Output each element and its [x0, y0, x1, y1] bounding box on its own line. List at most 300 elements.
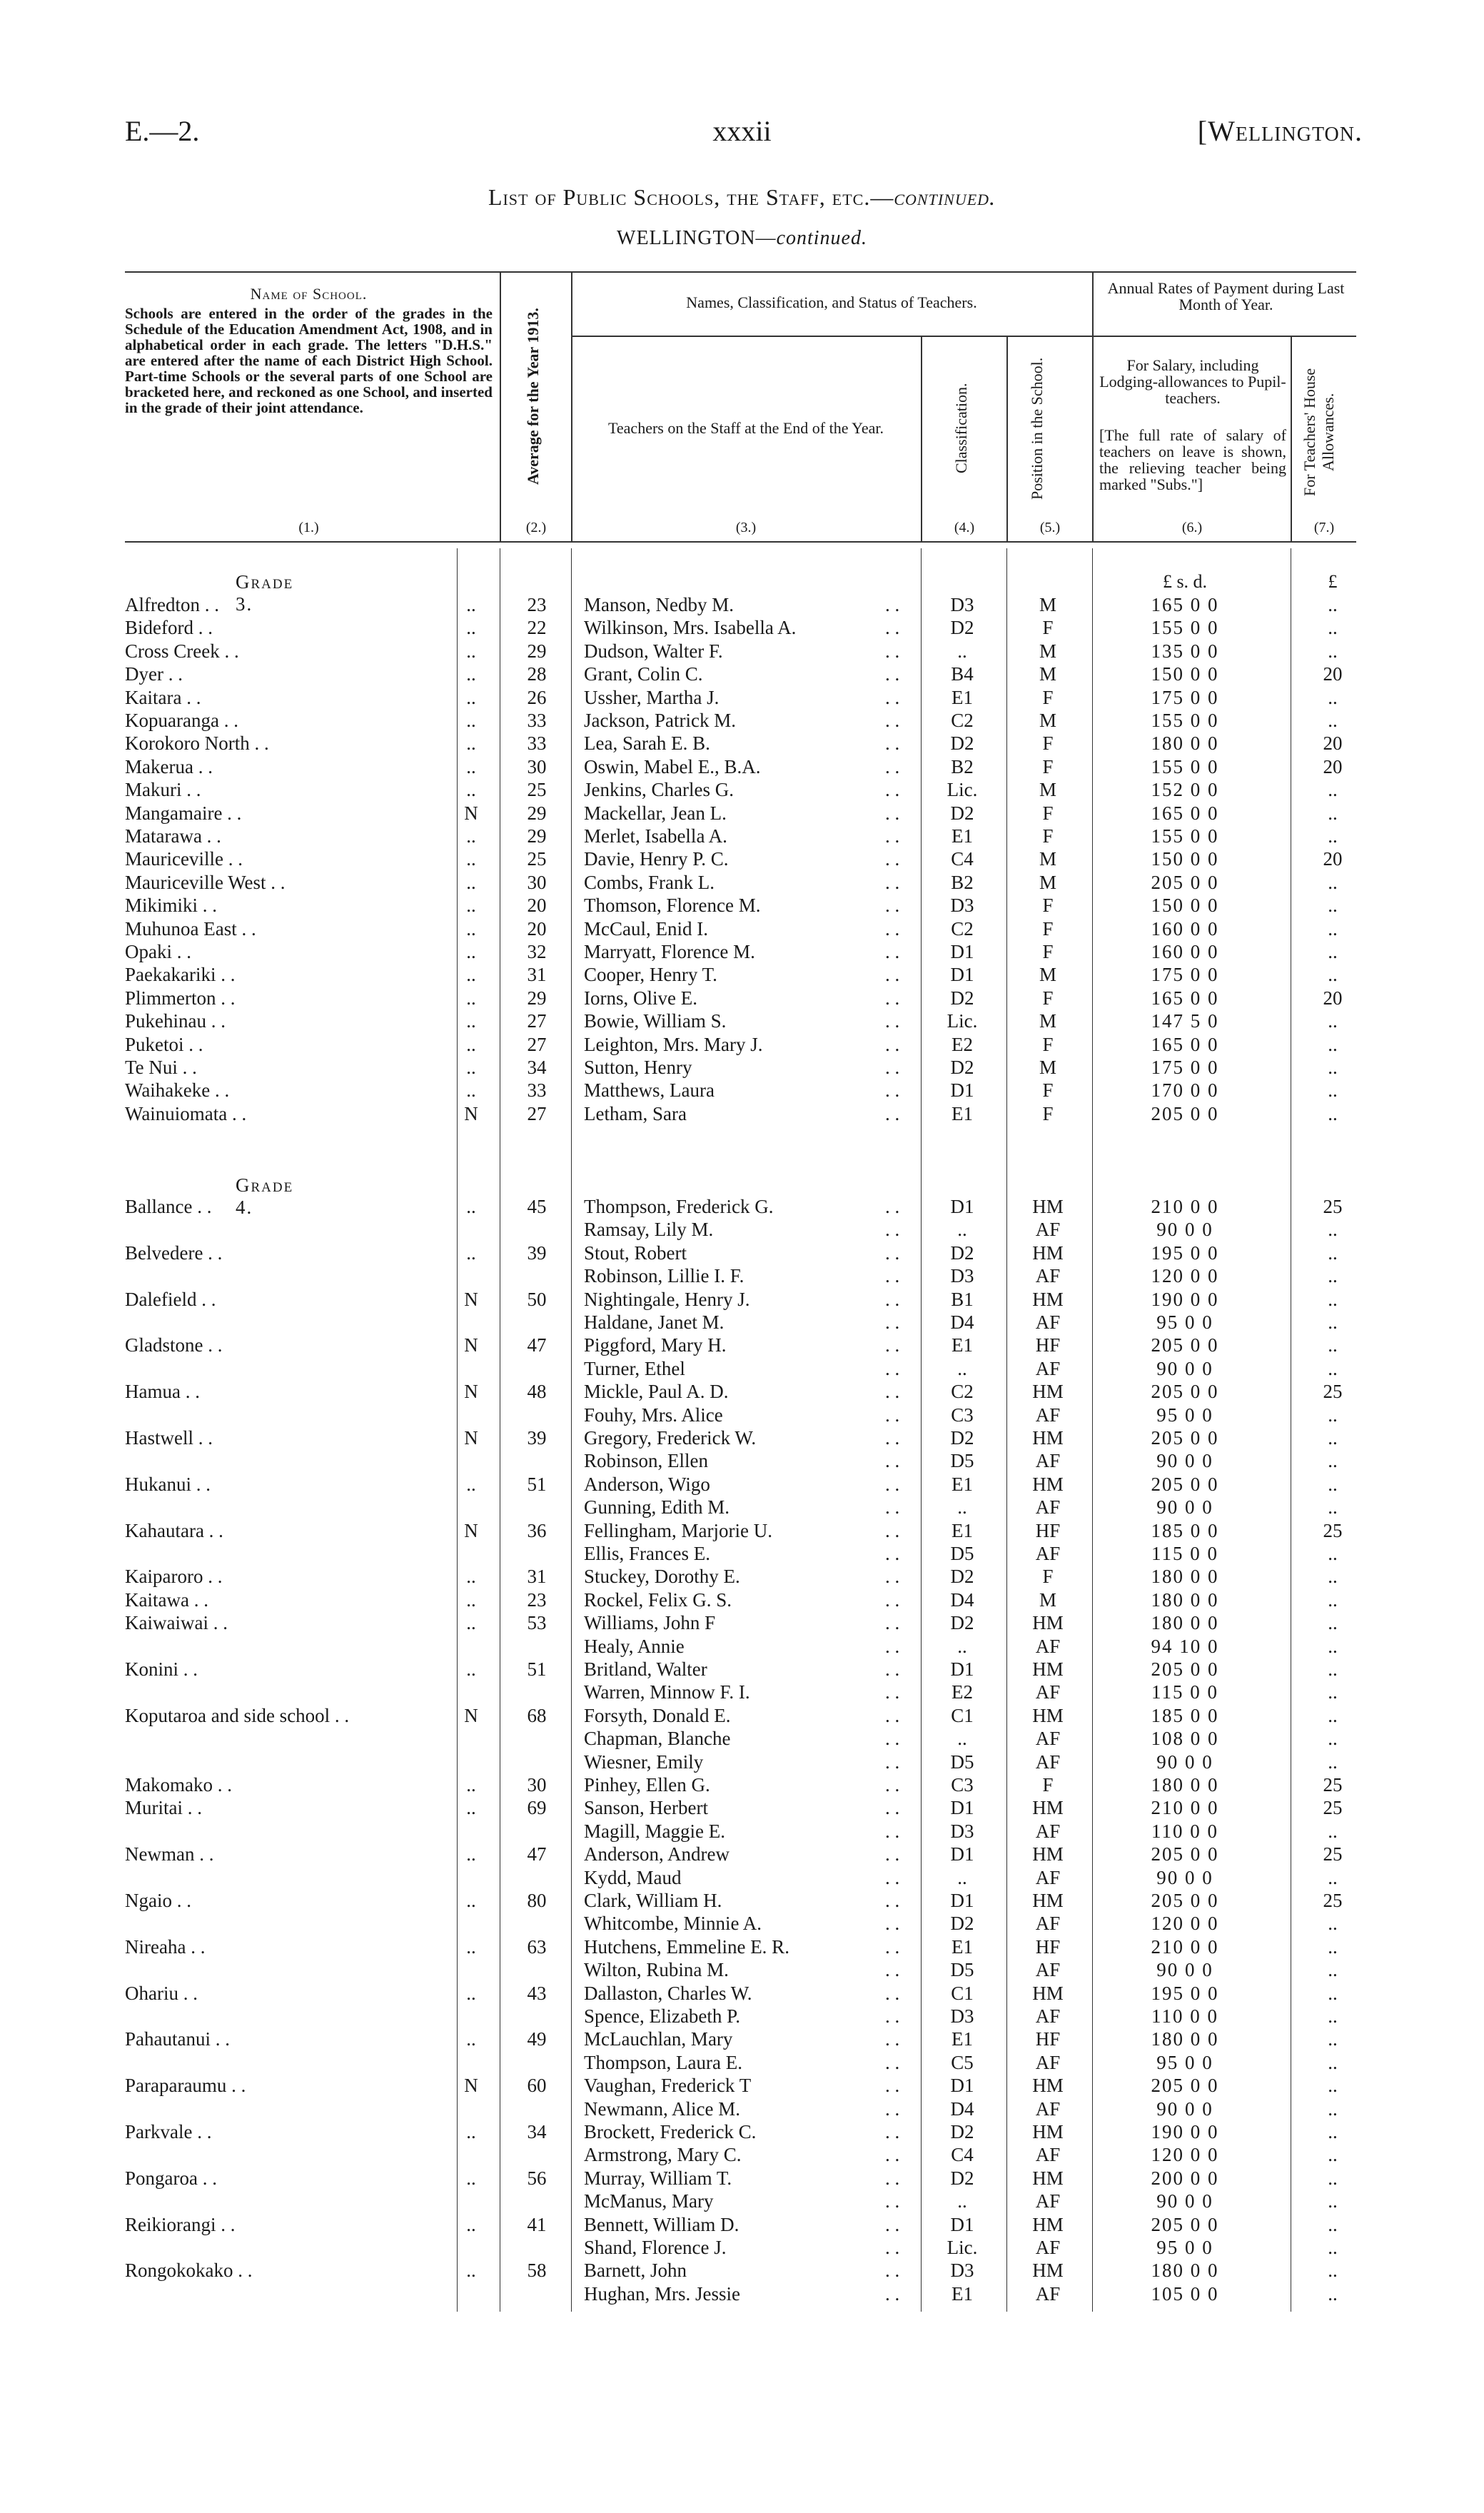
school-marker: .. [466, 2167, 476, 2189]
position: HM [1032, 1242, 1064, 1264]
house-allowance: 25 [1323, 1774, 1343, 1796]
classification: D1 [950, 2213, 974, 2235]
salary: 155 0 0 [1151, 755, 1219, 777]
table-row [0, 2098, 1484, 2121]
house-allowance: .. [1328, 2028, 1338, 2050]
school-marker: .. [466, 1242, 476, 1264]
col6-title: For Salary, including Lodging-allowances to Pupil-teachers. [1099, 356, 1286, 408]
teacher-name: Brockett, Frederick C. [584, 2121, 757, 2142]
classification: D3 [950, 2005, 974, 2027]
teacher-name: Wiesner, Emily [584, 1751, 704, 1773]
salary: 180 0 0 [1151, 1774, 1219, 1796]
position: HM [1032, 1196, 1064, 1217]
teacher-name: Nightingale, Henry J. [584, 1288, 750, 1310]
teacher-name: Wilkinson, Mrs. Isabella A. [584, 617, 797, 639]
position: AF [1035, 2097, 1061, 2120]
house-allowance: .. [1328, 1982, 1338, 2004]
leader-dots: . . [885, 825, 900, 847]
classification: D3 [950, 1265, 974, 1287]
position: F [1042, 1774, 1054, 1796]
average-attendance: 23 [527, 1588, 547, 1611]
table-row [0, 594, 1484, 617]
school-marker: .. [466, 594, 476, 615]
school-name: Mangamaire . . [125, 802, 242, 824]
school-marker: .. [466, 2260, 476, 2282]
house-allowance: .. [1328, 1866, 1338, 1888]
table-row [0, 1103, 1484, 1126]
leader-dots: . . [885, 1404, 900, 1426]
table-row [0, 640, 1484, 663]
teacher-name: Sanson, Herbert [584, 1797, 708, 1819]
average-attendance: 53 [527, 1612, 547, 1634]
salary: 155 0 0 [1151, 710, 1219, 731]
teacher-name: Wilton, Rubina M. [584, 1959, 729, 1981]
table-row [0, 2260, 1484, 2282]
school-marker: .. [466, 1057, 476, 1078]
position: HM [1032, 1473, 1064, 1495]
teacher-name: Shand, Florence J. [584, 2237, 727, 2258]
teacher-name: McCaul, Enid I. [584, 917, 708, 940]
leader-dots: . . [885, 1242, 900, 1264]
classification: C2 [951, 917, 974, 940]
average-attendance: 39 [527, 1427, 547, 1449]
salary: 95 0 0 [1156, 2051, 1213, 2073]
page-subtitle-continued: continued. [776, 227, 867, 249]
house-allowance: 25 [1323, 1843, 1343, 1865]
table-row [0, 1034, 1484, 1057]
classification: C4 [951, 848, 974, 870]
teacher-name: Gregory, Frederick W. [584, 1427, 757, 1449]
leader-dots: . . [885, 1357, 900, 1379]
classification: .. [957, 1728, 967, 1750]
position: F [1042, 895, 1054, 917]
table-row [0, 918, 1484, 941]
col5-number: (5.) [1039, 520, 1061, 535]
salary: 180 0 0 [1151, 2260, 1219, 2282]
school-marker: .. [466, 617, 476, 639]
school-name: Kaitawa . . [125, 1588, 208, 1611]
salary: 165 0 0 [1151, 987, 1219, 1009]
house-allowance: .. [1328, 2237, 1338, 2258]
leader-dots: . . [885, 871, 900, 893]
salary: 195 0 0 [1151, 1982, 1219, 2004]
teacher-name: Ussher, Martha J. [584, 686, 720, 708]
leader-dots: . . [885, 710, 900, 731]
page-code: E.—2. [125, 115, 200, 147]
school-name: Gladstone . . [125, 1334, 223, 1356]
table-row [0, 2214, 1484, 2237]
table-row [0, 941, 1484, 964]
classification: E1 [952, 1519, 973, 1541]
average-attendance: 33 [527, 1079, 547, 1102]
school-marker: N [464, 1704, 478, 1726]
salary: 150 0 0 [1151, 848, 1219, 870]
teacher-name: Robinson, Ellen [584, 1450, 708, 1472]
teacher-name: McLauchlan, Mary [584, 2028, 733, 2050]
school-marker: .. [466, 1658, 476, 1680]
teacher-name: Turner, Ethel [584, 1357, 685, 1379]
position: F [1042, 941, 1054, 962]
school-name: Alfredton . . [125, 594, 219, 615]
average-attendance: 29 [527, 825, 547, 847]
position: AF [1035, 1959, 1061, 1981]
classification: D3 [950, 2260, 974, 2282]
salary: 110 0 0 [1151, 1820, 1218, 1842]
position: AF [1035, 1866, 1061, 1888]
salary: 95 0 0 [1156, 1311, 1213, 1333]
leader-dots: . . [885, 1658, 900, 1680]
classification: E2 [952, 1033, 973, 1055]
position: AF [1035, 1311, 1061, 1333]
school-marker: N [464, 1334, 478, 1356]
table-row [0, 848, 1484, 871]
classification: D1 [950, 1658, 974, 1680]
classification: D1 [950, 1890, 974, 1911]
average-attendance: 23 [527, 594, 547, 615]
school-marker: .. [466, 1010, 476, 1032]
average-attendance: 34 [527, 2121, 547, 2142]
salary: 205 0 0 [1151, 2075, 1219, 2097]
school-marker: N [464, 1519, 478, 1541]
position: HM [1032, 1658, 1064, 1680]
teacher-name: Hutchens, Emmeline E. R. [584, 1935, 789, 1958]
table-row [0, 825, 1484, 848]
table-row [0, 687, 1484, 710]
classification: D3 [950, 895, 974, 917]
leader-dots: . . [885, 755, 900, 777]
school-name: Waihakeke . . [125, 1079, 230, 1102]
allowance-currency-header: £ [1328, 571, 1338, 592]
classification: C3 [951, 1774, 974, 1796]
leader-dots: . . [885, 1496, 900, 1519]
teacher-name: Anderson, Wigo [584, 1473, 710, 1495]
col2-title: Average for the Year 1913. [524, 308, 542, 485]
classification: D2 [950, 617, 974, 639]
position: M [1039, 848, 1056, 870]
position: M [1039, 1057, 1056, 1078]
house-allowance: .. [1328, 686, 1338, 708]
table-row [0, 617, 1484, 640]
salary: 165 0 0 [1151, 594, 1219, 615]
table-row [0, 2028, 1484, 2051]
teacher-name: Iorns, Olive E. [584, 987, 697, 1009]
salary: 205 0 0 [1151, 1334, 1219, 1356]
classification: E1 [952, 1334, 973, 1356]
school-name: Pukehinau . . [125, 1010, 226, 1032]
position: F [1042, 825, 1054, 847]
classification: E1 [952, 1102, 973, 1124]
leader-dots: . . [885, 1935, 900, 1958]
salary: 185 0 0 [1151, 1519, 1219, 1541]
salary: 180 0 0 [1151, 2028, 1219, 2050]
house-allowance: .. [1328, 1334, 1338, 1356]
position: AF [1035, 2237, 1061, 2258]
leader-dots: . . [885, 2167, 900, 2189]
teacher-name: Jenkins, Charles G. [584, 779, 734, 801]
house-allowance: .. [1328, 802, 1338, 824]
school-name: Cross Creek . . [125, 640, 239, 662]
position: AF [1035, 1265, 1061, 1287]
col1-title: Name of School. [250, 285, 368, 303]
house-allowance: .. [1328, 1033, 1338, 1055]
average-attendance: 29 [527, 987, 547, 1009]
position: AF [1035, 1219, 1061, 1241]
house-allowance: .. [1328, 1427, 1338, 1449]
rule-col-4 [1006, 336, 1008, 541]
position: M [1039, 779, 1056, 801]
leader-dots: . . [885, 663, 900, 685]
school-marker: N [464, 1102, 478, 1124]
house-allowance: .. [1328, 1588, 1338, 1611]
classification: B1 [951, 1288, 974, 1310]
school-marker: .. [466, 1079, 476, 1102]
school-marker: .. [466, 2028, 476, 2050]
teacher-name: Britland, Walter [584, 1658, 707, 1680]
teacher-name: Newmann, Alice M. [584, 2097, 740, 2120]
average-attendance: 33 [527, 732, 547, 755]
salary: 90 0 0 [1156, 1450, 1213, 1472]
teacher-name: Forsyth, Donald E. [584, 1704, 731, 1726]
average-attendance: 43 [527, 1982, 547, 2004]
house-allowance: 20 [1323, 848, 1343, 870]
table-row [0, 1820, 1484, 1843]
table-row [0, 1936, 1484, 1959]
salary: 155 0 0 [1151, 617, 1219, 639]
table-row [0, 1983, 1484, 2005]
school-marker: N [464, 1427, 478, 1449]
house-allowance: 20 [1323, 987, 1343, 1009]
teacher-name: Combs, Frank L. [584, 871, 715, 893]
house-allowance: .. [1328, 1450, 1338, 1472]
teacher-name: Kydd, Maud [584, 1866, 682, 1888]
classification: D1 [950, 1797, 974, 1819]
classification: D2 [950, 987, 974, 1009]
house-allowance: .. [1328, 1102, 1338, 1124]
teacher-name: Armstrong, Mary C. [584, 2144, 742, 2166]
house-allowance: .. [1328, 2144, 1338, 2166]
position: AF [1035, 2190, 1061, 2212]
table-row [0, 1520, 1484, 1543]
classification: D2 [950, 1913, 974, 1935]
classification: D2 [950, 1427, 974, 1449]
col4-number: (4.) [954, 520, 975, 535]
page-title-continued: continued. [894, 184, 996, 210]
leader-dots: . . [885, 2028, 900, 2050]
teacher-name: Whitcombe, Minnie A. [584, 1913, 762, 1935]
classification: C2 [951, 710, 974, 731]
school-marker: .. [466, 848, 476, 870]
position: AF [1035, 2051, 1061, 2073]
position: HM [1032, 1288, 1064, 1310]
leader-dots: . . [885, 1543, 900, 1564]
table-row [0, 2167, 1484, 2190]
house-allowance: 25 [1323, 1381, 1343, 1403]
house-allowance: .. [1328, 594, 1338, 615]
table-row [0, 1334, 1484, 1357]
position: HM [1032, 1982, 1064, 2004]
leader-dots: . . [885, 1196, 900, 1217]
leader-dots: . . [885, 1751, 900, 1773]
leader-dots: . . [885, 1381, 900, 1403]
salary: 175 0 0 [1151, 964, 1219, 986]
salary: 155 0 0 [1151, 825, 1219, 847]
leader-dots: . . [885, 917, 900, 940]
salary: 175 0 0 [1151, 686, 1219, 708]
house-allowance: 20 [1323, 732, 1343, 755]
house-allowance: .. [1328, 1935, 1338, 1958]
school-marker: N [464, 1381, 478, 1403]
average-attendance: 25 [527, 848, 547, 870]
position: HM [1032, 2167, 1064, 2189]
salary: 210 0 0 [1151, 1196, 1219, 1217]
school-name: Pahautanui . . [125, 2028, 230, 2050]
school-marker: .. [466, 1196, 476, 1217]
house-allowance: .. [1328, 1265, 1338, 1287]
average-attendance: 27 [527, 1010, 547, 1032]
house-allowance: .. [1328, 1959, 1338, 1981]
position: HM [1032, 1704, 1064, 1726]
salary: 120 0 0 [1151, 1913, 1219, 1935]
teacher-name: Haldane, Janet M. [584, 1311, 725, 1333]
school-marker: .. [466, 964, 476, 986]
classification: C1 [951, 1704, 974, 1726]
school-name: Paraparaumu . . [125, 2075, 246, 2097]
house-allowance: .. [1328, 1543, 1338, 1564]
table-row [0, 2005, 1484, 2028]
leader-dots: . . [885, 2237, 900, 2258]
table-row [0, 895, 1484, 917]
page-region: [Wellington. [1197, 115, 1363, 147]
school-marker: .. [466, 663, 476, 685]
leader-dots: . . [885, 1890, 900, 1911]
house-allowance: .. [1328, 710, 1338, 731]
teacher-name: Fouhy, Mrs. Alice [584, 1404, 723, 1426]
leader-dots: . . [885, 941, 900, 962]
classification: D4 [950, 2097, 974, 2120]
position: AF [1035, 1728, 1061, 1750]
house-allowance: .. [1328, 1751, 1338, 1773]
col7-title: For Teachers' House Allowances. [1301, 368, 1337, 496]
house-allowance: .. [1328, 2121, 1338, 2142]
rule-col-1 [500, 271, 501, 541]
grade-heading: Grade 3. [236, 571, 294, 615]
position: HM [1032, 2075, 1064, 2097]
average-attendance: 26 [527, 686, 547, 708]
school-marker: .. [466, 1566, 476, 1588]
school-name: Hastwell . . [125, 1427, 213, 1449]
average-attendance: 30 [527, 871, 547, 893]
average-attendance: 31 [527, 964, 547, 986]
position: F [1042, 802, 1054, 824]
salary: 180 0 0 [1151, 732, 1219, 755]
salary: 115 0 0 [1151, 1681, 1218, 1703]
leader-dots: . . [885, 987, 900, 1009]
school-name: Plimmerton . . [125, 987, 236, 1009]
salary: 205 0 0 [1151, 871, 1219, 893]
school-name: Makerua . . [125, 755, 213, 777]
salary: 205 0 0 [1151, 1102, 1219, 1124]
house-allowance: .. [1328, 1311, 1338, 1333]
teacher-name: Thomson, Florence M. [584, 895, 761, 917]
salary: 105 0 0 [1151, 2282, 1219, 2305]
position: M [1039, 1010, 1056, 1032]
school-name: Pongaroa . . [125, 2167, 217, 2189]
house-allowance: .. [1328, 1242, 1338, 1264]
rule-header-bottom [125, 541, 1356, 543]
teacher-name: Healy, Annie [584, 1635, 685, 1657]
position: HM [1032, 1427, 1064, 1449]
house-allowance: 20 [1323, 755, 1343, 777]
house-allowance: .. [1328, 2190, 1338, 2212]
school-marker: N [464, 802, 478, 824]
classification: D4 [950, 1588, 974, 1611]
table-row [0, 1566, 1484, 1588]
average-attendance: 69 [527, 1797, 547, 1819]
salary: 205 0 0 [1151, 1890, 1219, 1911]
table-row [0, 1427, 1484, 1450]
teacher-name: Jackson, Patrick M. [584, 710, 736, 731]
teacher-name: Matthews, Laura [584, 1079, 715, 1102]
page-title-main: List of Public Schools, the Staff, etc.— [488, 184, 894, 210]
salary: 170 0 0 [1151, 1079, 1219, 1102]
school-name: Kaitara . . [125, 686, 201, 708]
school-name: Kopuaranga . . [125, 710, 238, 731]
position: HM [1032, 2121, 1064, 2142]
school-name: Matarawa . . [125, 825, 221, 847]
table-row [0, 2144, 1484, 2167]
table-row [0, 1381, 1484, 1404]
leader-dots: . . [885, 1033, 900, 1055]
school-name: Kaiparoro . . [125, 1566, 223, 1588]
classification: Lic. [947, 1010, 978, 1032]
classification: D5 [950, 1543, 974, 1564]
school-marker: .. [466, 1843, 476, 1865]
classification: E1 [952, 686, 973, 708]
classification: D1 [950, 1079, 974, 1102]
rule-group [571, 336, 1356, 337]
table-row [0, 1658, 1484, 1681]
position: M [1039, 594, 1056, 615]
classification: D1 [950, 964, 974, 986]
classification: D1 [950, 941, 974, 962]
table-row [0, 1728, 1484, 1751]
school-name: Muritai . . [125, 1797, 202, 1819]
leader-dots: . . [885, 1820, 900, 1842]
leader-dots: . . [885, 802, 900, 824]
leader-dots: . . [885, 1311, 900, 1333]
salary: 115 0 0 [1151, 1543, 1218, 1564]
teacher-name: Dudson, Walter F. [584, 640, 723, 662]
classification: C5 [951, 2051, 974, 2073]
classification: .. [957, 1219, 967, 1241]
house-allowance: .. [1328, 2051, 1338, 2073]
school-marker: .. [466, 917, 476, 940]
classification: D5 [950, 1751, 974, 1773]
col3-group: Names, Classification, and Status of Teachers. [686, 293, 977, 311]
house-allowance: .. [1328, 2282, 1338, 2305]
classification: D2 [950, 1242, 974, 1264]
house-allowance: 25 [1323, 1519, 1343, 1541]
leader-dots: . . [885, 1797, 900, 1819]
house-allowance: 25 [1323, 1797, 1343, 1819]
rule-col-6 [1291, 336, 1292, 541]
school-marker: .. [466, 779, 476, 801]
leader-dots: . . [885, 848, 900, 870]
teacher-name: Vaughan, Frederick T [584, 2075, 752, 2097]
school-marker: .. [466, 1612, 476, 1634]
page-title [0, 184, 1484, 211]
average-attendance: 51 [527, 1658, 547, 1680]
